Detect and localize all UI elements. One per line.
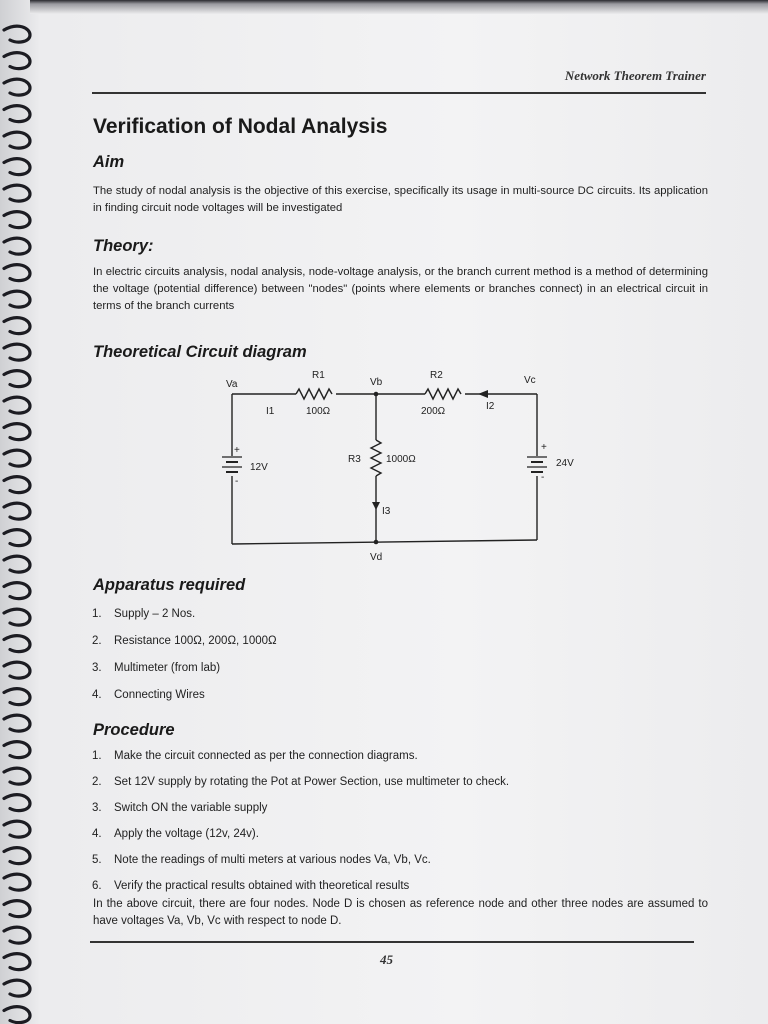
label-12v-plus: + — [234, 445, 240, 456]
aim-heading: Aim — [93, 153, 125, 171]
list-item: 2. Resistance 100Ω, 200Ω, 1000Ω — [92, 635, 277, 647]
binding-loop — [4, 768, 30, 784]
label-24v: 24V — [556, 458, 574, 469]
page-title: Verification of Nodal Analysis — [93, 115, 388, 138]
list-item: 3. Multimeter (from lab) — [92, 662, 221, 674]
label-12v-minus: - — [235, 476, 239, 487]
label-12v: 12V — [250, 462, 268, 473]
list-item: 1. Supply – 2 Nos. — [92, 608, 196, 620]
label-r1-value: 100Ω — [306, 406, 331, 417]
list-item: 5. Note the readings of multi meters at various nodes Va, Vb, Vc. — [92, 854, 431, 866]
binding-loop — [4, 503, 30, 519]
binding-loop — [4, 132, 30, 148]
binding-loop — [4, 980, 30, 996]
label-r2: R2 — [430, 370, 443, 381]
label-r3: R3 — [348, 454, 361, 465]
binding-loop — [4, 742, 30, 758]
binding-loop — [4, 79, 30, 95]
binding-loop — [4, 795, 30, 811]
binding-loop — [4, 821, 30, 837]
binding-loop — [4, 477, 30, 493]
binding-loop — [4, 185, 30, 201]
label-24v-minus: - — [541, 472, 545, 483]
procedure-list — [92, 750, 712, 906]
binding-loop — [4, 530, 30, 546]
resistor-r3 — [371, 440, 381, 476]
list-item: 4. Connecting Wires — [92, 689, 205, 701]
header-rule — [92, 92, 706, 94]
binding-loop — [4, 238, 30, 254]
label-i3: I3 — [382, 506, 391, 517]
node-d-dot — [374, 540, 379, 545]
list-item: 3. Switch ON the variable supply — [92, 802, 268, 814]
binding-loop — [4, 397, 30, 413]
binding-loop — [4, 556, 30, 572]
list-item: 2. Set 12V supply by rotating the Pot at Power Section, use multimeter to check. — [92, 776, 510, 788]
list-item: 1. Make the circuit connected as per the connection diagrams. — [92, 750, 418, 762]
theory-text: In electric circuits analysis, nodal analysis, node-voltage analysis, or the branch current method is a method of determining the voltage (potential difference) between "nodes" (points where elements or branches connect) in an electrical circuit in terms of the branch currents — [93, 266, 708, 312]
label-r1: R1 — [312, 370, 325, 381]
label-vb: Vb — [370, 377, 383, 388]
resistor-r1 — [296, 389, 332, 399]
label-vd: Vd — [370, 552, 383, 563]
binding-loop — [4, 874, 30, 890]
circuit-diagram — [200, 360, 600, 570]
running-header: Network Theorem Trainer — [564, 68, 706, 83]
binding-loop — [4, 212, 30, 228]
apparatus-list — [92, 608, 712, 716]
binding-loop — [4, 954, 30, 970]
label-r3-value: 1000Ω — [386, 454, 416, 465]
binding-loop — [4, 265, 30, 281]
arrow-i2 — [478, 390, 488, 398]
spiral-binding — [0, 0, 46, 1024]
label-r2-value: 200Ω — [421, 406, 446, 417]
binding-loop — [4, 662, 30, 678]
binding-loop — [4, 26, 30, 42]
binding-loop — [4, 424, 30, 440]
binding-loop — [4, 636, 30, 652]
wire-bottom — [232, 540, 537, 544]
binding-loop — [4, 53, 30, 69]
binding-loop — [4, 291, 30, 307]
label-24v-plus: + — [541, 442, 547, 453]
procedure-closing-text: In the above circuit, there are four nodes. Node D is chosen as reference node and other three nodes are assumed to have voltages Va, Vb, Vc with respect to node D. — [93, 898, 708, 927]
resistor-r2 — [425, 389, 461, 399]
binding-loop — [4, 848, 30, 864]
apparatus-heading: Apparatus required — [93, 576, 246, 594]
label-va: Va — [226, 379, 238, 390]
page-number: 45 — [380, 952, 393, 967]
binding-loop — [4, 901, 30, 917]
binding-loop — [4, 927, 30, 943]
binding-loop — [4, 344, 30, 360]
page-top-edge-shadow — [30, 0, 768, 14]
list-item: 4. Apply the voltage (12v, 24v). — [92, 828, 259, 840]
procedure-heading: Procedure — [93, 721, 175, 739]
binding-loop — [4, 583, 30, 599]
binding-loop — [4, 450, 30, 466]
theory-heading: Theory: — [93, 237, 154, 255]
label-vc: Vc — [524, 375, 536, 386]
footer-rule — [90, 941, 694, 943]
binding-loop — [4, 1007, 30, 1023]
label-i1: I1 — [266, 406, 275, 417]
binding-loop — [4, 106, 30, 122]
diagram-heading: Theoretical Circuit diagram — [93, 343, 307, 361]
binding-loop — [4, 159, 30, 175]
node-b-dot — [374, 392, 379, 397]
binding-loop — [4, 609, 30, 625]
label-i2: I2 — [486, 401, 495, 412]
binding-loop — [4, 318, 30, 334]
binding-loop — [4, 371, 30, 387]
list-item: 6. Verify the practical results obtained with theoretical results — [92, 880, 410, 892]
binding-loop — [4, 689, 30, 705]
arrow-i3 — [372, 502, 380, 510]
binding-loop — [4, 715, 30, 731]
aim-text: The study of nodal analysis is the objective of this exercise, specifically its usage in multi-source DC circuits. Its application in finding circuit node voltages will be investigated — [93, 185, 708, 214]
